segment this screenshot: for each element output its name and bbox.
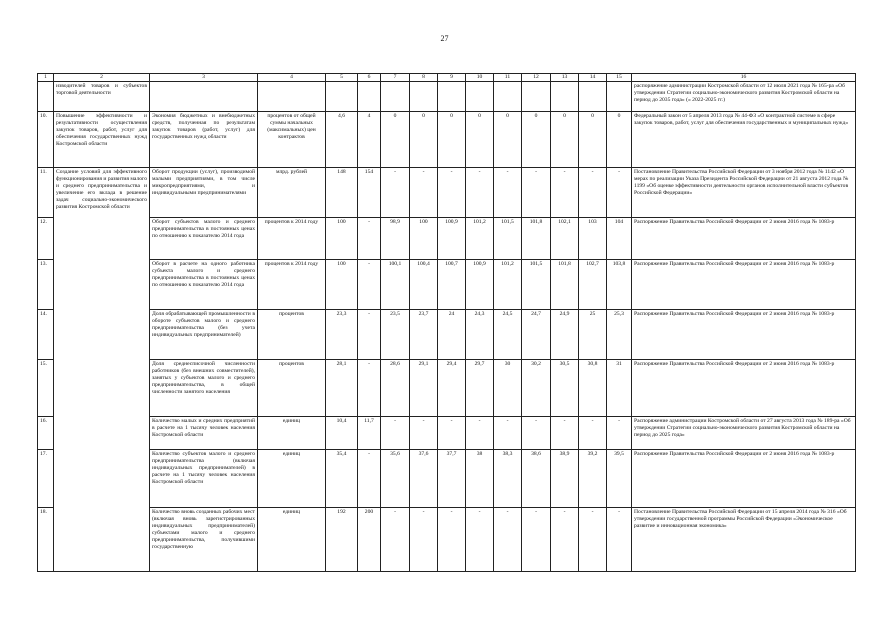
column-number-row [38,74,856,82]
value-cell: 100,9 [438,218,466,260]
value-cell: 0 [466,112,494,168]
column-number: 5 [326,74,358,82]
column-number: 6 [358,74,381,82]
table-row [38,360,856,417]
value-cell: 38,9 [551,450,579,508]
column-number: 2 [54,74,150,82]
column-number: 8 [410,74,438,82]
value-cell: - [381,508,410,572]
value-cell: - [579,508,607,572]
value-cell: 100,9 [466,260,494,310]
value-cell: 30,8 [579,360,607,417]
value-cell: 0 [494,112,522,168]
value-cell: 148 [326,168,358,218]
row-number-cell: 11. [38,168,54,218]
unit-cell: процентов к 2014 году [258,218,326,260]
value-cell: - [494,168,522,218]
value-cell: 38,3 [494,450,522,508]
value-cell: - [438,417,466,450]
value-cell: 31 [607,360,632,417]
indicator-cell [150,82,258,112]
value-cell: 0 [381,112,410,168]
value-cell: 25,3 [607,310,632,360]
table-row [38,112,856,168]
indicator-cell: Доля среднесписочной численности работников (без внешних совместителей), занятых у субъектов малого и среднего предпринимательства, в общей численности занятого населения [150,360,258,417]
value-cell: 28,6 [381,360,410,417]
unit-cell: процентов от общей суммы начальных (максимальных) цен контрактов [258,112,326,168]
unit-cell: процентов [258,360,326,417]
value-cell: 0 [410,112,438,168]
value-cell: 23,3 [326,310,358,360]
indicators-table [37,73,856,572]
column-number: 13 [551,74,579,82]
unit-cell: процентов [258,310,326,360]
document-cell: распоряжение администрации Костромской области от 12 июля 2021 года № 165-ра «Об утверждении Стратегии социально-экономического развития Костромской области на период до 2035 года» (« 2022-2025 гг.) [632,82,856,112]
indicator-cell: Доля обрабатывающей промышленности в обороте субъектов малого и среднего предпринимательства (без учета индивидуальных предпринимателей) [150,310,258,360]
document-cell: Постановление Правительства Российской Федерации от 15 апреля 2014 года № 316 «Об утверждении государственной программы Российской Федерации «Экономическое развитие и инновационная экономика» [632,508,856,572]
value-cell: 200 [358,508,381,572]
column-number: 1 [38,74,54,82]
value-cell: 0 [607,112,632,168]
value-cell: 101,2 [466,218,494,260]
value-cell: 38 [466,450,494,508]
value-cell: 98,9 [381,218,410,260]
document-cell: Распоряжение Правительства Российской Федерации от 2 июня 2016 года № 1083-р [632,360,856,417]
table-row [38,218,856,260]
value-cell: 37,7 [438,450,466,508]
value-cell: - [410,168,438,218]
value-cell: - [551,417,579,450]
value-cell: 103 [579,218,607,260]
value-cell: 24,9 [551,310,579,360]
value-cell: 0 [522,112,551,168]
value-cell: 39,5 [607,450,632,508]
value-cell: - [607,417,632,450]
value-cell: - [522,508,551,572]
column-number: 14 [579,74,607,82]
value-cell: 102,7 [579,260,607,310]
value-cell: 4 [358,112,381,168]
value-cell: 101,5 [494,218,522,260]
value-cell: 24,7 [522,310,551,360]
unit-cell [258,82,326,112]
table-row [38,450,856,508]
unit-cell: единиц [258,417,326,450]
value-cell: - [522,417,551,450]
value-cell: - [438,508,466,572]
value-cell: 10,4 [326,417,358,450]
value-cell: 100,1 [381,260,410,310]
value-cell: 28,1 [326,360,358,417]
value-cell: 11,7 [358,417,381,450]
row-number-cell: 14. [38,310,54,360]
value-cell: 101,5 [522,260,551,310]
value-cell: - [466,168,494,218]
value-cell: 29,1 [410,360,438,417]
value-cell: - [579,417,607,450]
row-number-cell: 13. [38,260,54,310]
value-cell: - [494,508,522,572]
row-number-cell: 17. [38,450,54,508]
table-row [38,310,856,360]
task-cell: Повышение эффективности и результативности осуществления закупок товаров, работ, услуг для обеспечения государственных нужд Костромской области [54,112,150,168]
value-cell: 101,8 [551,260,579,310]
unit-cell: млрд. рублей [258,168,326,218]
value-cell: - [381,417,410,450]
value-cell: - [358,310,381,360]
value-cell: - [551,508,579,572]
value-cell: 25 [579,310,607,360]
value-cell: 24,3 [466,310,494,360]
value-cell: 100 [326,218,358,260]
value-cell: 35,4 [326,450,358,508]
continuation-row [38,82,856,112]
value-cell: - [607,508,632,572]
value-cell: 30,5 [551,360,579,417]
value-cell: 104 [607,218,632,260]
indicator-cell: Количество малых и средних предприятий в расчете на 1 тысячу человек населения Костромской области [150,417,258,450]
value-cell: - [466,508,494,572]
unit-cell: процентов к 2014 году [258,260,326,310]
value-cell: - [522,168,551,218]
value-cell: - [410,417,438,450]
row-number-cell: 18. [38,508,54,572]
value-cell: 4,6 [326,112,358,168]
column-number: 10 [466,74,494,82]
indicator-cell: Оборот субъектов малого и среднего предпринимательства в постоянных ценах по отношению к показателю 2014 года [150,218,258,260]
value-cell: 39,2 [579,450,607,508]
column-number: 9 [438,74,466,82]
value-cell: - [494,417,522,450]
value-cell: 0 [551,112,579,168]
value-cell: - [551,168,579,218]
value-cell: 23,5 [381,310,410,360]
value-cell: 100,4 [410,260,438,310]
column-number: 15 [607,74,632,82]
value-cell: 100 [326,260,358,310]
row-number-cell: 12. [38,218,54,260]
column-number: 7 [381,74,410,82]
row-number-cell: 16. [38,417,54,450]
column-number: 11 [494,74,522,82]
value-cell: - [381,168,410,218]
value-cell: 29,7 [466,360,494,417]
value-cell: 103,8 [607,260,632,310]
value-cell: - [466,417,494,450]
value-cell: 24 [438,310,466,360]
row-number-cell: 10. [38,112,54,168]
value-cell: 192 [326,508,358,572]
column-number: 12 [522,74,551,82]
table-row [38,168,856,218]
indicator-cell: Оборот в расчете на одного работника субъекта малого и среднего предпринимательства в постоянных ценах по отношению к показателю 2014 года [150,260,258,310]
column-number: 3 [150,74,258,82]
document-cell: Распоряжение Правительства Российской Федерации от 2 июня 2016 года № 1083-р [632,260,856,310]
table-row [38,417,856,450]
column-number: 4 [258,74,326,82]
indicator-cell: Количество вновь созданных рабочих мест (включая вновь зарегистрированных индивидуальных предпринимателей) субъектами малого и среднего предпринимательства, получившими государственную [150,508,258,572]
value-cell: 101,8 [522,218,551,260]
column-number: 16 [632,74,856,82]
row-number-cell [38,82,54,112]
value-cell: 102,1 [551,218,579,260]
value-cell: 100 [410,218,438,260]
value-cell: - [579,168,607,218]
value-cell: 0 [579,112,607,168]
value-cell: 37,6 [410,450,438,508]
value-cell: - [358,218,381,260]
page-number: 27 [440,34,449,43]
value-cell: - [607,168,632,218]
document-cell: Распоряжение Правительства Российской Федерации от 2 июня 2016 года № 1083-р [632,310,856,360]
value-cell: - [358,260,381,310]
table-row [38,508,856,572]
value-cell: 101,2 [494,260,522,310]
indicator-cell: Оборот продукции (услуг), производимой малыми предприятиями, в том числе микропредприятиями, и индивидуальными предпринимателями [150,168,258,218]
value-cell: 23,7 [410,310,438,360]
unit-cell: единиц [258,450,326,508]
document-cell: Распоряжение Правительства Российской Федерации от 2 июня 2016 года № 1083-р [632,218,856,260]
value-cell: 154 [358,168,381,218]
table-row [38,260,856,310]
document-cell: Федеральный закон от 5 апреля 2013 года № 44-ФЗ «О контрактной системе в сфере закупок товаров, работ, услуг для обеспечения государственных и муниципальных нужд» [632,112,856,168]
value-cell: 30,2 [522,360,551,417]
document-cell: Постановление Правительства Российской Федерации от 3 ноября 2012 года № 1142 «О мерах по реализации Указа Президента Российской Федерации от 21 августа 2012 года № 1199 «Об оценке эффективности деятельности органов исполнительной власти субъектов Российской Федерации» [632,168,856,218]
value-cell: 38,6 [522,450,551,508]
value-cell: 35,6 [381,450,410,508]
row-number-cell: 15. [38,360,54,417]
task-cell: изводителей товаров и субъектов торговой деятельности [54,82,150,112]
value-cell: 24,5 [494,310,522,360]
indicator-cell: Количество субъектов малого и среднего предпринимательства (включая индивидуальных предпринимателей) в расчете на 1 тысячу человек населения Костромской области [150,450,258,508]
unit-cell: единиц [258,508,326,572]
indicator-cell: Экономия бюджетных и внебюджетных средств, полученная по результатам закупок товаров (работ, услуг) для государственных нужд области [150,112,258,168]
document-cell: Распоряжение Правительства Российской Федерации от 2 июня 2016 года № 1083-р [632,450,856,508]
value-cell: - [438,168,466,218]
document-cell: Распоряжение администрации Костромской области от 27 августа 2013 года № 189-ра «Об утверждении Стратегии социально-экономического развития Костромской области на период до 2025 года» [632,417,856,450]
value-cell: - [358,450,381,508]
value-cell: 0 [438,112,466,168]
value-cell: 30 [494,360,522,417]
value-cell: - [358,360,381,417]
value-cell: 100,7 [438,260,466,310]
value-cell: - [410,508,438,572]
task-cell: Создание условий для эффективного функционирования и развития малого и среднего предпринимательства и увеличение его вклада в решение задач социально-экономического развития Костромской области [54,168,150,572]
value-cell: 29,4 [438,360,466,417]
